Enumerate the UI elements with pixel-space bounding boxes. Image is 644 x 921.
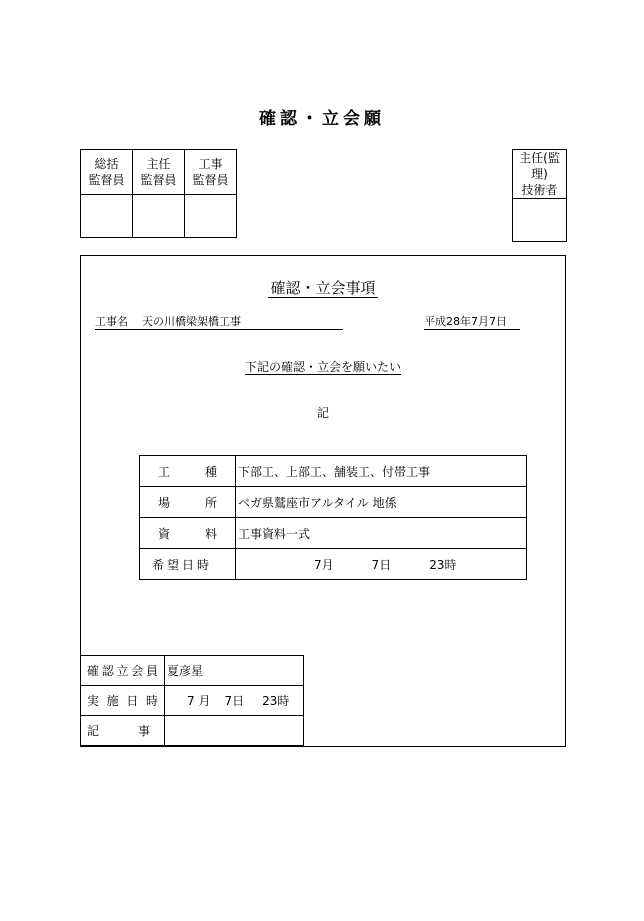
table-row [81, 716, 304, 746]
notes-label: 記事 [81, 716, 165, 746]
detail-label-work-type: 工種 [140, 456, 236, 487]
stamp-header-general-supervisor [81, 150, 133, 195]
stamp-label: 監督員 [192, 173, 229, 187]
execution-datetime-label: 実施日時 [81, 686, 165, 716]
inspector-label: 確認立会員 [81, 656, 165, 686]
stamp-box-general-supervisor[interactable] [81, 195, 133, 238]
project-name-label: 工事名 [95, 315, 128, 328]
inspection-table [80, 655, 304, 746]
document-title: 確認・立会願 [259, 109, 385, 129]
stamp-label: 総括 [94, 157, 119, 171]
execution-hour: 23時 [262, 694, 290, 708]
stamp-label: 監督員 [140, 173, 177, 187]
request-text: 下記の確認・立会を願いたい [244, 360, 401, 374]
execution-day: 7日 [224, 694, 245, 708]
notes-value[interactable] [165, 716, 304, 746]
request-statement [81, 358, 565, 375]
engineer-stamp-table [512, 149, 567, 242]
stamp-label: 工事 [198, 157, 223, 171]
desired-hour: 23時 [429, 557, 457, 572]
table-row [81, 686, 304, 716]
stamp-header-chief-supervisor [133, 150, 185, 195]
stamp-label: 主任(監理) [519, 151, 560, 181]
detail-value-work-type: 下部工、上部工、舗装工、付帯工事 [236, 456, 527, 487]
table-row [81, 656, 304, 686]
detail-value-desired-datetime [236, 549, 527, 580]
table-row [140, 518, 527, 549]
detail-table [139, 455, 527, 580]
approval-stamp-table [80, 149, 237, 238]
table-row [140, 549, 527, 580]
stamp-box-work-supervisor[interactable] [185, 195, 237, 238]
stamp-box-chief-supervisor[interactable] [133, 195, 185, 238]
detail-value-materials: 工事資料一式 [236, 518, 527, 549]
document-date: 平成28年7月7日 [424, 313, 520, 330]
table-row [140, 456, 527, 487]
execution-month: 7 月 [187, 694, 211, 708]
section-title [81, 277, 565, 298]
detail-label-location: 場所 [140, 487, 236, 518]
stamp-box-engineer[interactable] [513, 199, 567, 242]
desired-month: 7月 [314, 557, 334, 572]
project-name-value: 天の川橋梁架橋工事 [142, 315, 241, 328]
section-title-text: 確認・立会事項 [270, 279, 376, 297]
stamp-label: 技術者 [521, 183, 558, 197]
detail-value-location: ベガ県鷲座市アルタイル 地係 [236, 487, 527, 518]
stamp-header-work-supervisor [185, 150, 237, 195]
ki-mark: 記 [316, 406, 329, 420]
inspector-value: 夏彦星 [165, 656, 304, 686]
detail-label-desired-datetime: 希望日時 [140, 549, 236, 580]
desired-day: 7日 [371, 557, 392, 572]
table-row [140, 487, 527, 518]
stamp-header-engineer [513, 150, 567, 199]
execution-datetime-value [165, 686, 304, 716]
detail-label-materials: 資料 [140, 518, 236, 549]
stamp-label: 監督員 [88, 173, 125, 187]
project-name-line [95, 313, 343, 330]
stamp-label: 主任 [146, 157, 171, 171]
